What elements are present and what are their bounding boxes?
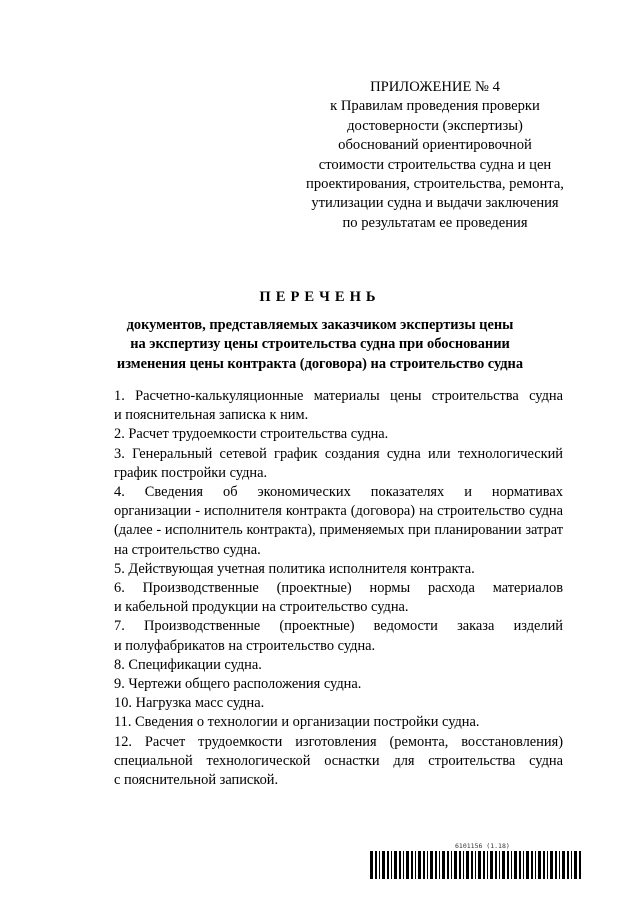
list-item-line: 10. Нагрузка масс судна. — [114, 695, 265, 712]
list-item-line: на строительство судна. — [114, 541, 261, 558]
list-item — [77, 675, 563, 694]
subtitle-line: изменения цены контракта (договора) на строительство судна — [116, 355, 524, 372]
list-item-line: 6. Производственные (проектные) нормы расхода материалов — [114, 580, 563, 597]
list-item-line: 3. Генеральный сетевой график создания судна или технологический — [114, 445, 563, 462]
list-item — [77, 617, 563, 655]
list-item-line: 2. Расчет трудоемкости строительства судна. — [114, 426, 389, 443]
appendix-line: проектирования, строительства, ремонта, — [306, 176, 564, 193]
appendix-line: к Правилам проведения проверки — [330, 98, 540, 115]
document-title: ПЕРЕЧЕНЬ — [259, 289, 381, 305]
appendix-line: стоимости строительства судна и цен — [318, 156, 552, 173]
subtitle-line: на экспертизу цены строительства судна при обосновании — [130, 336, 510, 353]
list-item-line: график постройки судна. — [114, 464, 268, 481]
list-item-line: и кабельной продукции на строительство судна. — [114, 599, 409, 616]
list-item — [77, 656, 563, 675]
list-item-line: 12. Расчет трудоемкости изготовления (ремонта, восстановления) — [114, 733, 563, 750]
subtitle-line: документов, представляемых заказчиком экспертизы цены — [126, 317, 514, 333]
list-item-line: 5. Действующая учетная политика исполнителя контракта. — [114, 560, 475, 577]
list-item — [77, 445, 563, 483]
list-item — [77, 579, 563, 617]
list-item-line: и полуфабрикатов на строительство судна. — [114, 637, 376, 654]
list-item-line: 7. Производственные (проектные) ведомости заказа изделий — [114, 618, 563, 635]
list-item — [77, 425, 563, 444]
list-item — [77, 387, 563, 425]
list-item-line: и пояснительная записка к ним. — [114, 407, 309, 424]
list-item — [77, 483, 563, 560]
list-item-line: специальной технологической оснастки для строительства судна — [114, 752, 563, 769]
list-item-line: с пояснительной запиской. — [114, 772, 279, 789]
appendix-line: ПРИЛОЖЕНИЕ № 4 — [370, 79, 500, 95]
list-item — [77, 694, 563, 713]
appendix-line: утилизации судна и выдачи заключения — [311, 195, 559, 212]
document-list — [77, 387, 563, 790]
appendix-line: обоснований ориентировочной — [338, 137, 532, 154]
list-item-line: 1. Расчетно-калькуляционные материалы цены строительства судна — [114, 388, 563, 404]
appendix-line: по результатам ее проведения — [342, 214, 528, 231]
barcode-caption: 6101156 (1.18) — [455, 842, 510, 850]
list-item — [77, 560, 563, 579]
list-item-line: организации - исполнителя контракта (договора) на строительство судна — [114, 503, 563, 520]
list-item — [77, 733, 563, 791]
list-item — [77, 713, 563, 732]
appendix-line: достоверности (экспертизы) — [347, 117, 523, 134]
document-subtitle — [70, 316, 570, 374]
list-item-line: 9. Чертежи общего расположения судна. — [114, 676, 362, 693]
barcode-image — [370, 851, 582, 879]
list-item-line: 8. Спецификации судна. — [114, 656, 262, 673]
list-item-line: (далее - исполнитель контракта), применяемых при планировании затрат — [114, 522, 563, 539]
list-item-line: 4. Сведения об экономических показателях и нормативах — [114, 484, 563, 501]
list-item-line: 11. Сведения о технологии и организации постройки судна. — [114, 714, 480, 731]
appendix-block — [290, 78, 580, 233]
